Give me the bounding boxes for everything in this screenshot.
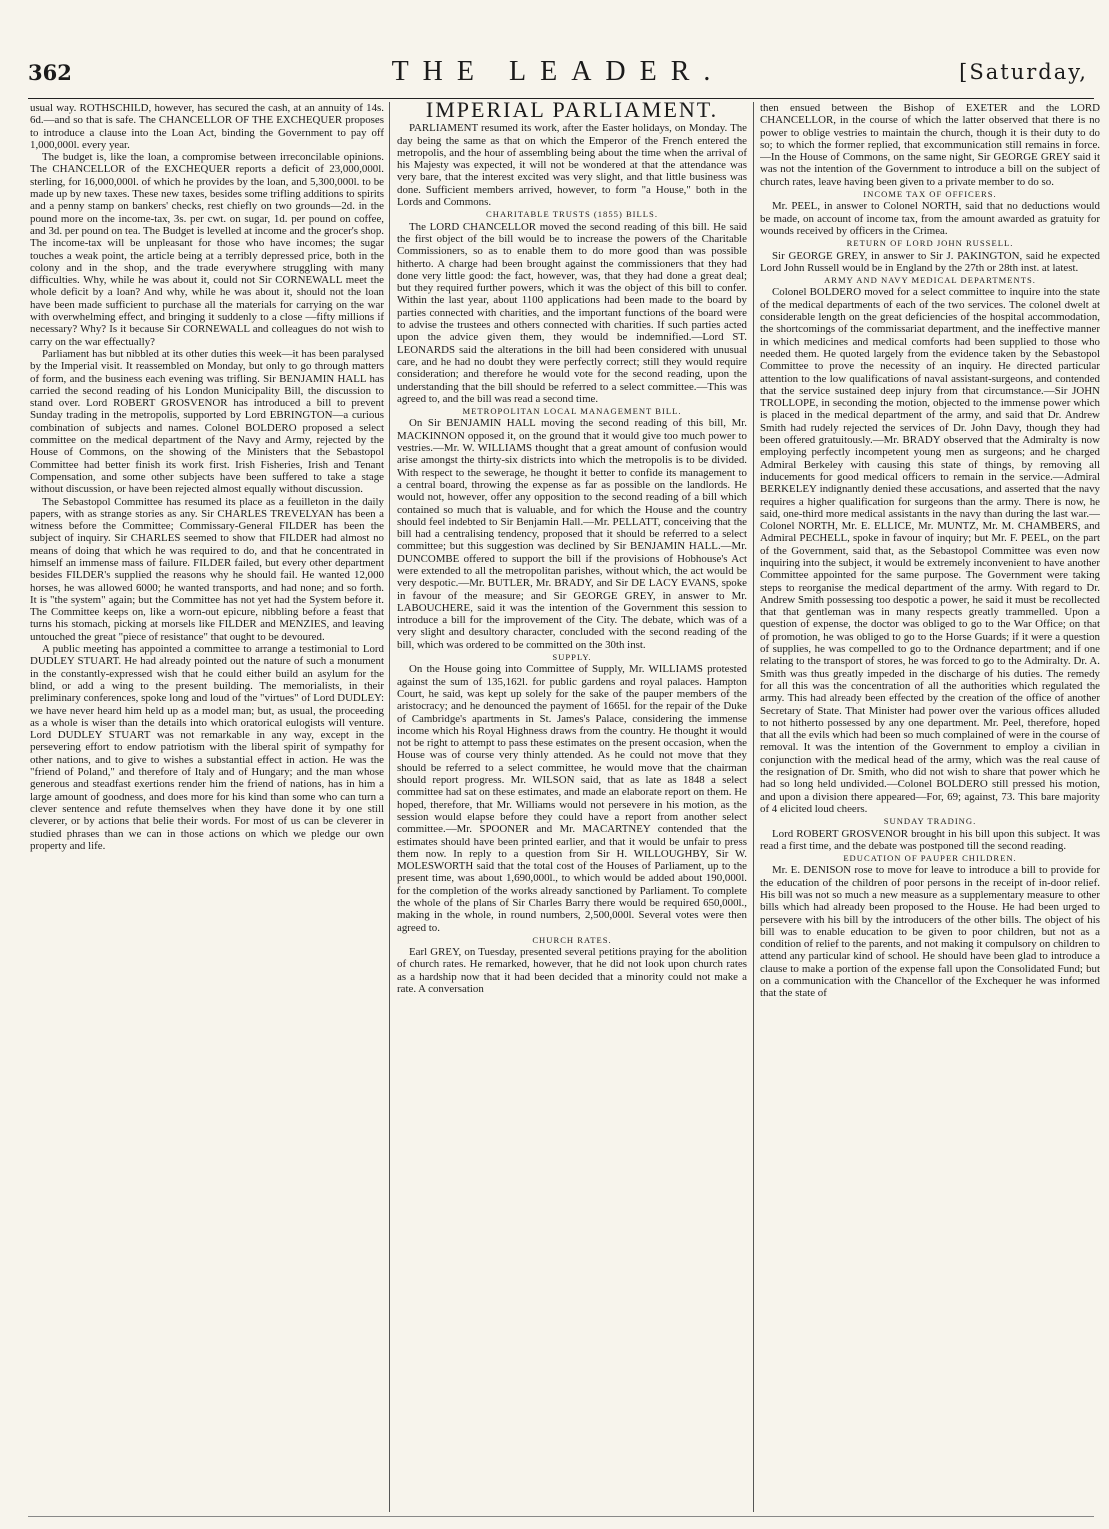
subheading: METROPOLITAN LOCAL MANAGEMENT BILL. bbox=[462, 406, 682, 417]
paragraph: usual way. ROTHSCHILD, however, has secured the cash, at an annuity of 14s. 6d.—and so that is safe. The CHANCELLOR OF THE EXCHEQUER proposes to introduce a clause into the Loan Act, binding the Government to pay off 1,000,000l. every year. bbox=[30, 102, 384, 151]
paragraph: On the House going into Committee of Supply, Mr. WILLIAMS protested against the sum of 135,162l. for public gardens and royal palaces. Hampton Court, he said, was kept up solely for the sake of the pauper members of the aristocracy; and he denounced the payment of 1665l. for the repair of the Duke of Cambridge's apartments in St. James's Palace, considering the immense income which his Royal Highness draws from the country. He thought it would not be right to attempt to pass these estimates on the present occasion, when the House was of course very thinly attended. As he could not move that they should be referred to a select committee, he would move that the chairman should report progress. Mr. WILSON said, that as late as 1848 a select committee had sat on these estimates, and made an elaborate report on them. He hoped, therefore, that Mr. Williams would not persevere in his motion, as the session would elapse before they could have a report from another select committee.—Mr. SPOONER and Mr. MACARTNEY contended that the estimates should have been printed earlier, and that it would be unfair to press them now. In reply to a question from Sir H. WILLOUGHBY, Sir W. MOLESWORTH said that the total cost of the Houses of Parliament, up to the present time, was about 1,690,000l., to which would be added about 190,000l. for the completion of the works already sanctioned by Parliament. To complete the whole of the plans of Sir Charles Barry there would be required 650,000l., making in the whole, in round numbers, 2,500,000l. Several votes were then agreed to. bbox=[397, 663, 747, 934]
header-rule bbox=[28, 98, 1094, 99]
subheading: RETURN OF LORD JOHN RUSSELL. bbox=[846, 238, 1014, 249]
subheading: ARMY AND NAVY MEDICAL DEPARTMENTS. bbox=[824, 275, 1036, 286]
paragraph: Colonel BOLDERO moved for a select committee to inquire into the state of the medical departments of each of the two services. The colonel dwelt at considerable length on the great deficiencies of the hospital accommodation, the shortcomings of the commissariat department, and the ineffective manner in which medicines and medical comforts had been supplied to those who needed them. He quoted largely from the evidence taken by the Sebastopol Committee to prove the necessity of an inquiry. He directed particular attention to the low qualifications of naval assistant-surgeons, and contended that the service sustained deep injury from that circumstance.—Sir JOHN TROLLOPE, in seconding the motion, objected to the immense power which is placed in the medical department of the army, and said that Dr. Andrew Smith had rudely rejected the services of Dr. John Davy, though they had been offered gratuitously.—Mr. BRADY observed that the Admiralty is now employing perfectly incompetent young men as surgeons; and he charged Admiral Berkeley with causing this state of things, by removing all inducements for good medical officers to remain in the service.—Admiral BERKELEY indignantly denied these accusations, and asserted that the navy requires a higher qualification for surgeons than the army. There is now, he said, one-third more medical assistants in the navy than during the last war.—Colonel NORTH, Mr. E. ELLICE, Mr. MUNTZ, Mr. M. CHAMBERS, and Admiral PECHELL, spoke in favour of inquiry; but Mr. F. PEEL, on the part of the Government, said that, as the Sebastopol Committee was even now inquiring into the subject, it would be extremely inconvenient to have another Committee appointed for the same purpose. The Government were taking steps to reorganise the medical department of the army. With regard to Dr. Andrew Smith possessing too despotic a power, he said it must be recollected that that gentleman was in many respects greatly trammelled. Upon a question of expense, the doctor was obliged to go to the War Office; on that of promotion, he was obliged to go to the Horse Guards; if it were a question of supplies, he was compelled to go to the Ordnance department; and if one relating to the transport of stores, he was forced to go to the Admiralty. Dr. A. Smith was thus greatly impeded in the discharge of his duties. The remedy for all this was the concentration of all the authorities which regulated the army. This had already been effected by the creation of the office of another Secretary of State. That Minister had power over the various offices alluded to not hitherto possessed by any one department. Mr. Peel, therefore, hoped that all the evils which had been so much complained of were in the course of removal. It was the intention of the Government to employ a civilian in conjunction with the medical head of the army, which was the real cause of the resignation of Dr. Smith, who did not wish to share that power which he had so long held undivided.—Colonel BOLDERO still pressed his motion, and upon a division there appeared—For, 69; against, 73. This bare majority of 4 elicited loud cheers. bbox=[760, 286, 1100, 815]
paragraph: The LORD CHANCELLOR moved the second reading of this bill. He said the first object of the bill would be to increase the powers of the Charitable Commissioners, so as to enable them to do more good than was possible hitherto. A charge had been brought against the commissioners that they had done very little good: the fact, however, was, that they had done a great deal; but they required further powers, which it was the object of this bill to confer. Within the last year, about 1100 applications had been made to the board by parties connected with charities, and the important functions of the board were to advise the trustees and others connected with charities. If such parties acted upon the advice given them, they would be indemnified.—Lord ST. LEONARDS said the alterations in the bill had been considered with unusual care, and he had no doubt they were perfectly correct; still they would require consideration; and therefore he would vote for the second reading, upon the understanding that the bill should be referred to a select committee.—This was agreed to, and the bill was read a second time. bbox=[397, 220, 747, 405]
column-2 bbox=[397, 102, 747, 1512]
paragraph: On Sir BENJAMIN HALL moving the second reading of this bill, Mr. MACKINNON opposed it, on the ground that it would give too much power to vestries.—Mr. W. WILLIAMS thought that a great amount of confusion would arise amongst the thirty-six districts into which the metropolis is to be divided. With respect to the sewerage, he thought it better to confide its management to a central board, throwing the expense as far as possible on the landlords. He would not, however, offer any opposition to the second reading of a bill which contained so much that is valuable, and for which the House and the country should feel indebted to Sir Benjamin Hall.—Mr. PELLATT, conceiving that the bill had a centralising tendency, proposed that it should be referred to a select committee; but this suggestion was declined by Sir BENJAMIN HALL.—Mr. DUNCOMBE offered to support the bill if the provisions of Hobhouse's Act were extended to all the metropolitan parishes, without which, the act would be very despotic.—Mr. BUTLER, Mr. BRADY, and Sir DE LACY EVANS, spoke in favour of the measure; and Sir GEORGE GREY, in answer to Mr. LABOUCHERE, said it was the intention of the Government this session to introduce a bill for the improvement of the City. The debate, which was of a very slight and desultory character, concluded with the second reading of the bill, which was ordered to be committed on the 30th inst. bbox=[397, 417, 747, 651]
paragraph: Lord ROBERT GROSVENOR brought in his bill upon this subject. It was read a first time, and the debate was postponed till the second reading. bbox=[760, 827, 1100, 852]
paragraph: Mr. PEEL, in answer to Colonel NORTH, said that no deductions would be made, on account of income tax, from the amount awarded as gratuity for wounds received by officers in the Crimea. bbox=[760, 200, 1100, 237]
subheading: EDUCATION OF PAUPER CHILDREN. bbox=[843, 853, 1017, 864]
masthead-title: THE LEADER. bbox=[391, 56, 725, 87]
section-heading: IMPERIAL PARLIAMENT. bbox=[425, 102, 719, 122]
footer-rule bbox=[28, 1516, 1094, 1517]
paragraph: The Sebastopol Committee has resumed its place as a feuilleton in the daily papers, with as strange stories as any. Sir CHARLES TREVELYAN has been a witness before the Committee; Commissary-General FILDER has been the subject of inquiry. Sir CHARLES seemed to show that FILDER had almost no means of doing that which he was required to do, and that he concentrated in himself an immense mass of failure. FILDER failed, but every other department besides FILDER's supplied the reasons why he should fail. He wanted 12,000 horses, he was allowed 6000; he wanted transports, and had none; and so forth. It is "the system" again; but the Committee has not yet had the System before it. The Committee keeps on, like a worn-out epicure, nibbling before a feast that turns his stomach, picking at morsels like FILDER and MENZIES, and leaving untouched the great "piece of resistance" that ought to be devoured. bbox=[30, 495, 384, 643]
paragraph: Sir GEORGE GREY, in answer to Sir J. PAKINGTON, said he expected Lord John Russell would be in England by the 27th or 28th inst. at latest. bbox=[760, 249, 1100, 274]
paragraph: A public meeting has appointed a committee to arrange a testimonial to Lord DUDLEY STUART. He had already pointed out the nature of such a monument in the constantly-expressed wish that he could either build an asylum for the blind, or add a wing to the present building. The memorialists, in their preliminary conferences, spoke long and loud of the "virtues" of Lord DUDLEY: we have never heard him held up as a model man; but, as usual, the proceeding as a whole is wiser than the details into which oratorical eulogists will venture. Lord DUDLEY STUART was not remarkable in any way, except in the persevering effort to endow patriotism with the liberal spirit of sympathy for other nations, and to give to wishes a substantial effect in action. He was the "friend of Poland," and therefore of Italy and of Hungary; and the man whose generous and steadfast exertions render him the friend of nations, has in him a large amount of goodness, and does more for his kind than some who can turn a clever sentence and refute themselves when they have done it by one still cleverer, or by actions that belie their words. For most of us can be cleverer in studied phrases than we can in those actions on which we pledge our own property and life. bbox=[30, 643, 384, 852]
paragraph: The budget is, like the loan, a compromise between irreconcilable opinions. The CHANCELLOR of the EXCHEQUER reports a deficit of 23,000,000l. sterling, for 16,000,000l. of which he provides by the loan, and 5,300,000l. to be made up by new taxes. These new taxes, besides some trifling additions to spirits and a penny stamp on bankers' checks, rest chiefly on two grounds—2d. in the pound more on the income-tax, 3s. per cwt. on sugar, 1d. per pound on coffee, and 3d. per pound on tea. The Budget is levelled at income and the grocer's shop. The income-tax will be unpleasant for those who have incomes; the sugar touches a weak point, the article being at a terribly depressed price, both in the colony and in the shop, and the trade everywhere struggling with many difficulties. Why, while he was about it, could not Sir CORNEWALL meet the whole deficit by a loan? And why, while he was about it, should not the loan have been made sufficient to purchase all the materials for carrying on the war with overwhelming effect, and bringing it suddenly to a close —fifty millions if necessary? Why? Is it because Sir CORNEWALL and colleagues do not wish to carry on the war effectually? bbox=[30, 151, 384, 348]
subheading: INCOME TAX OF OFFICERS. bbox=[863, 189, 997, 200]
column-divider bbox=[389, 102, 390, 1512]
column-3 bbox=[760, 102, 1100, 1512]
subheading: CHARITABLE TRUSTS (1855) BILLS. bbox=[486, 209, 658, 220]
page-number: 362 bbox=[28, 60, 72, 85]
paragraph: Earl GREY, on Tuesday, presented several petitions praying for the abolition of church rates. He remarked, however, that he did not look upon church rates as a hardship now that it had been decided that a minority could not make a rate. A conversation bbox=[397, 946, 747, 996]
subheading: SUPPLY. bbox=[552, 652, 592, 663]
column-1 bbox=[30, 102, 384, 1512]
paragraph: then ensued between the Bishop of EXETER and the LORD CHANCELLOR, in the course of which the latter observed that there is no power to oblige vestries to maintain the church, though it is their duty to do so; to which the former replied, that excommunication still remains in force.—In the House of Commons, on the same night, Sir GEORGE GREY said it was not the intention of the Government to introduce a bill on the subject of church rates, leave having been given to a private member to do so. bbox=[760, 102, 1100, 188]
page-header bbox=[28, 56, 1088, 96]
paragraph: Mr. E. DENISON rose to move for leave to introduce a bill to provide for the education of the children of poor persons in the receipt of in-door relief. His bill was not so much a new measure as a supplementary measure to other bills which had already been proposed to the House. He had been urged to persevere with his bill by the introducers of the other bills. The object of his bill was to enable education to be given to poor children, but not as a condition of relief to the parents, and not making it compulsory on children to attend any particular kind of school. He should have been glad to introduce a clause to make a portion of the expense fall upon the Consolidated Fund; but on a communication with the Chancellor of the Exchequer he was informed that the state of bbox=[760, 864, 1100, 1000]
subheading: SUNDAY TRADING. bbox=[883, 816, 977, 827]
issue-day: [Saturday, bbox=[959, 60, 1088, 84]
paragraph: Parliament has but nibbled at its other duties this week—it has been paralysed by the Imperial visit. It reassembled on Monday, but only to go through matters of form, and the business each evening was trifling. Sir BENJAMIN HALL has carried the second reading of his London Municipality Bill, the discussion to stand over. Lord ROBERT GROSVENOR has introduced a bill to prevent Sunday trading in the metropolis, supported by Lord EBRINGTON—a curious combination of subjects and names. Colonel BOLDERO proposed a select committee on the medical department of the Navy and Army, rejected by the House of Commons, on the showing of the Ministers that the Sebastopol Committee had better finish its work first. Irish Fisheries, Irish and Tenant Compensation, and some other subjects have been suffered to take a stage without discussion, or have been rejected almost equally without discussion. bbox=[30, 347, 384, 496]
subheading: CHURCH RATES. bbox=[532, 934, 612, 945]
paragraph: PARLIAMENT resumed its work, after the Easter holidays, on Monday. The day being the same as that on which the Emperor of the French entered the metropolis, and the hour of assembling being about the time when the arrival of his Majesty was expected, it will not be wondered at that the attendance was very bare, that the interest excited was very slight, and that little business was done. Sufficient members arrived, however, to form "a House," both in the Lords and Commons. bbox=[397, 122, 747, 209]
column-divider bbox=[753, 102, 754, 1512]
